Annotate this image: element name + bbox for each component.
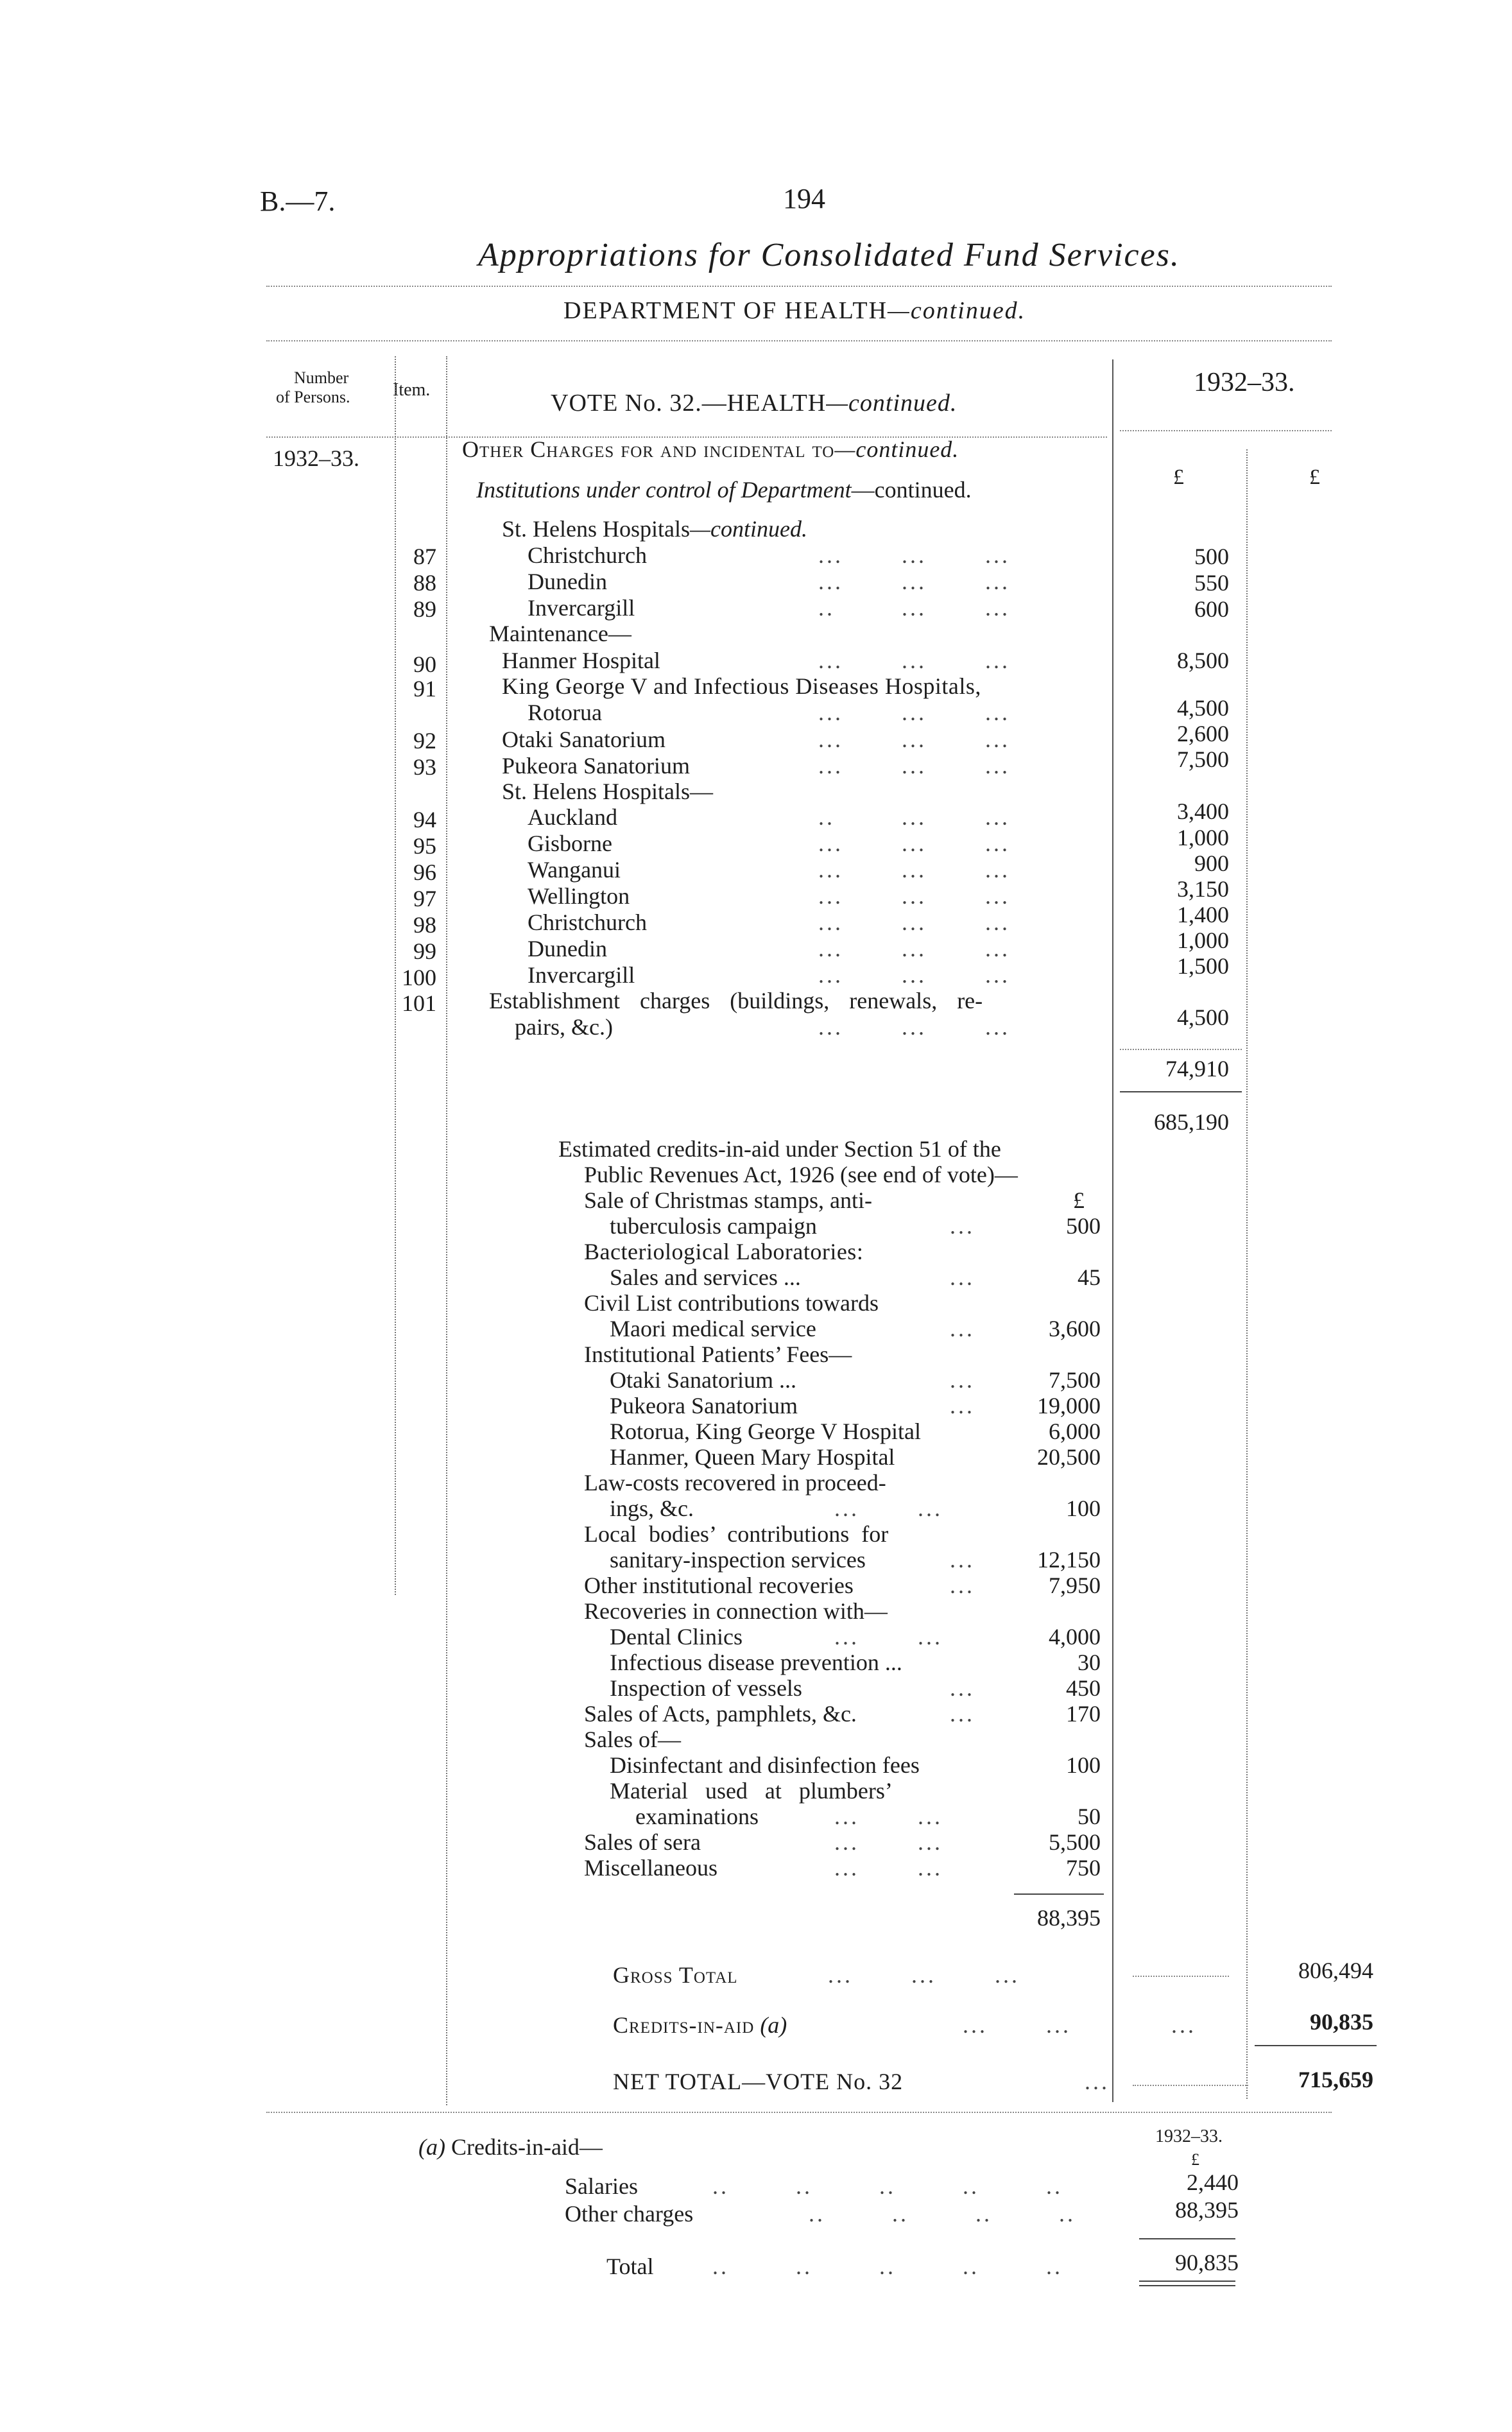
item-label: Christchurch: [528, 910, 647, 935]
item-value: 7,500: [1177, 746, 1229, 772]
department-rule: [266, 340, 1332, 341]
credit-value: 30: [1078, 1650, 1101, 1675]
item-label: Invercargill: [528, 595, 635, 621]
credits-intro-line2: Public Revenues Act, 1926 (see end of vote)—: [584, 1162, 1018, 1187]
st-helens-continued-suffix: —continued.: [690, 516, 807, 542]
item-number: 101: [402, 990, 436, 1016]
institutions-text: Institutions under control of Department: [476, 477, 852, 503]
net-total-label: NET TOTAL—VOTE No. 32: [613, 2069, 904, 2094]
item-value: 4,500: [1177, 1005, 1229, 1030]
department-heading: [563, 297, 1026, 325]
item-label: Pukeora Sanatorium: [502, 753, 690, 779]
vote-title-text: VOTE No. 32.—HEALTH: [551, 390, 827, 417]
net-total-dash: [1133, 2085, 1248, 2086]
item-value: 4,500: [1177, 695, 1229, 721]
leader-dots: .. .. .. .. ..: [712, 2254, 1063, 2279]
leader-dots: ... ...: [834, 1829, 943, 1855]
item-text-separator: [446, 356, 447, 2105]
footnote-total-rule: [1139, 2238, 1235, 2239]
leader-dots: ... ... ...: [818, 962, 1010, 988]
credit-line: sanitary-inspection services: [610, 1547, 866, 1573]
gross-total-dash: [1133, 1976, 1229, 1977]
leader-dots: ...: [950, 1367, 975, 1393]
credit-line: Sales of sera: [584, 1829, 701, 1855]
salaries-value: 2,440: [1187, 2169, 1239, 2195]
credit-line: Sales and services ...: [610, 1264, 801, 1290]
item-number: 93: [413, 754, 436, 780]
item-label: Auckland: [528, 804, 617, 830]
credit-value: 20,500: [1037, 1444, 1101, 1470]
credit-value: 12,150: [1037, 1547, 1101, 1573]
credit-value: 170: [1066, 1701, 1101, 1727]
item-label: Dunedin: [528, 936, 607, 962]
leader-dots: ... ...: [834, 1804, 943, 1829]
item-value: 3,150: [1177, 876, 1229, 902]
item-label: Gisborne: [528, 831, 612, 856]
credits-pound-sign: £: [1073, 1187, 1085, 1213]
credit-value: 750: [1066, 1855, 1101, 1881]
item-number: 94: [413, 807, 436, 832]
credits-in-aid-rule: [1255, 2045, 1377, 2046]
leader-dots: ... ... ...: [818, 857, 1010, 883]
footnote-pound: £: [1191, 2150, 1199, 2169]
persons-header-line1: Number: [294, 368, 349, 387]
credit-line: Institutional Patients’ Fees—: [584, 1341, 852, 1367]
credit-line: Sale of Christmas stamps, anti-: [584, 1187, 872, 1213]
credit-value: 450: [1066, 1675, 1101, 1701]
credit-line: tuberculosis campaign: [610, 1213, 817, 1239]
leader-dots: ... ... ...: [828, 1962, 1020, 1988]
item-label: Otaki Sanatorium: [502, 727, 666, 752]
leader-dots: ... ... ...: [818, 936, 1010, 962]
credits-total-rule: [1014, 1893, 1104, 1895]
item-label: Hanmer Hospital: [502, 648, 660, 673]
footnote-label: [418, 2134, 603, 2160]
credits-in-aid-value: 90,835: [1310, 2009, 1373, 2035]
page-title: Appropriations for Consolidated Fund Services.: [478, 237, 1180, 273]
item-number: 90: [413, 651, 436, 677]
item-label: King George V and Infectious Diseases Hospitals,: [502, 673, 981, 699]
net-total-value: 715,659: [1298, 2067, 1373, 2092]
item-value: 2,600: [1177, 721, 1229, 746]
item-number: 98: [413, 912, 436, 938]
persons-header-line2: of Persons.: [276, 388, 350, 406]
leader-dots: ... ... ...: [818, 883, 1010, 909]
item-number: 91: [413, 676, 436, 702]
title-rule: [266, 286, 1332, 287]
item-label: Establishment charges (buildings, renewals, re-: [489, 988, 983, 1013]
item-value: 1,500: [1177, 953, 1229, 979]
credits-in-aid-ref: (a): [760, 2012, 787, 2038]
vote-subtotal: 685,190: [1154, 1109, 1229, 1135]
credits-total: 88,395: [1037, 1905, 1101, 1931]
credit-value: 7,950: [1049, 1573, 1101, 1598]
other-charges-value: 88,395: [1175, 2197, 1239, 2223]
gross-total-label: Gross Total: [613, 1962, 738, 1988]
item-value: 550: [1194, 570, 1229, 596]
doc-reference: B.—7.: [260, 185, 336, 217]
leader-dots: ...: [950, 1213, 975, 1239]
leader-dots: .. ... ...: [818, 804, 1010, 830]
item-number: 87: [413, 544, 436, 569]
item-value: 3,400: [1177, 798, 1229, 824]
institutions-heading: [476, 477, 972, 503]
credit-line: Disinfectant and disinfection fees: [610, 1752, 920, 1778]
credit-line: Local bodies’ contributions for: [584, 1521, 889, 1547]
st-helens-continued-text: St. Helens Hospitals: [502, 516, 690, 542]
other-charges-heading: [462, 436, 959, 462]
leader-dots: ... ...: [834, 1624, 943, 1650]
st-helens-maintenance-heading: St. Helens Hospitals—: [502, 779, 713, 804]
credits-in-aid-label: [613, 2012, 787, 2038]
leader-dots: ... ... ...: [818, 700, 1010, 725]
item-value: 8,500: [1177, 648, 1229, 673]
leader-dots: ...: [950, 1701, 975, 1727]
item-label: Wellington: [528, 883, 630, 909]
department-suffix: —continued.: [888, 297, 1026, 324]
leader-dots: ... ... ...: [818, 753, 1010, 779]
footnote-marker: (a): [418, 2134, 445, 2160]
leader-dots: ... ... ...: [818, 910, 1010, 935]
text-value-separator: [1112, 359, 1113, 2102]
credit-value: 19,000: [1037, 1393, 1101, 1419]
leader-dots: ... ...: [834, 1855, 943, 1881]
leader-dots: ...: [950, 1547, 975, 1573]
footnote-label-text: Credits-in-aid—: [451, 2134, 603, 2160]
other-charges-total: 74,910: [1165, 1056, 1229, 1082]
footnote-double-rule-2: [1139, 2285, 1235, 2286]
credit-line: Recoveries in connection with—: [584, 1598, 888, 1624]
credits-in-aid-text: Credits-in-aid: [613, 2012, 755, 2038]
item-label: Christchurch: [528, 542, 647, 568]
credit-line: ings, &c.: [610, 1496, 694, 1521]
item-value: 900: [1194, 850, 1229, 876]
leader-dots: ...: [950, 1675, 975, 1701]
subtotal-rule-2: [1120, 1091, 1242, 1092]
credit-line: Bacteriological Laboratories:: [584, 1239, 864, 1264]
footnote-total-value: 90,835: [1175, 2250, 1239, 2275]
st-helens-continued-heading: [502, 516, 807, 542]
item-number: 97: [413, 886, 436, 911]
leader-dots: ... ... ...: [818, 1014, 1010, 1040]
value-total-separator: [1246, 449, 1248, 2099]
credit-value: 500: [1066, 1213, 1101, 1239]
footnote-total-label: Total: [606, 2254, 654, 2279]
credit-line: Hanmer, Queen Mary Hospital: [610, 1444, 895, 1470]
leader-dots: ...: [1085, 2069, 1110, 2094]
other-charges-label: Other charges: [565, 2201, 694, 2227]
credit-value: 100: [1066, 1752, 1101, 1778]
credit-line: Inspection of vessels: [610, 1675, 802, 1701]
item-label: Invercargill: [528, 962, 635, 988]
leader-dots: ...: [950, 1573, 975, 1598]
maintenance-heading: Maintenance—: [489, 621, 631, 646]
leader-dots: ...: [950, 1316, 975, 1341]
credit-line: Sales of—: [584, 1727, 681, 1752]
page-number: 194: [783, 183, 825, 214]
item-value: 500: [1194, 544, 1229, 569]
credit-line: Law-costs recovered in proceed-: [584, 1470, 886, 1496]
item-number: 92: [413, 728, 436, 754]
leader-dots: ...: [950, 1264, 975, 1290]
footnote-double-rule-1: [1139, 2281, 1235, 2282]
credit-value: 5,500: [1049, 1829, 1101, 1855]
credit-line: Maori medical service: [610, 1316, 816, 1341]
credit-line: Civil List contributions towards: [584, 1290, 879, 1316]
leader-dots: ... ... ...: [818, 727, 1010, 752]
credit-line: Material used at plumbers’: [610, 1778, 893, 1804]
item-number: 96: [413, 859, 436, 885]
footnote-year: 1932–33.: [1155, 2126, 1223, 2146]
item-number: 88: [413, 570, 436, 596]
institutions-suffix: —continued.: [851, 477, 972, 503]
credit-line: Miscellaneous: [584, 1855, 717, 1881]
leader-dots: ... ... ...: [818, 542, 1010, 568]
leader-dots: ... ...: [963, 2012, 1071, 2038]
leader-dots: ... ... ...: [818, 648, 1010, 673]
credit-value: 45: [1078, 1264, 1101, 1290]
leader-dots: ... ... ...: [818, 831, 1010, 856]
year-header-rule: [1120, 430, 1332, 431]
credit-line: Dental Clinics: [610, 1624, 743, 1650]
leader-dots: .. .. .. ..: [809, 2201, 1076, 2227]
credit-value: 4,000: [1049, 1624, 1101, 1650]
leader-dots: .. ... ...: [818, 595, 1010, 621]
gross-total-value: 806,494: [1298, 1958, 1373, 1983]
item-value: 1,000: [1177, 825, 1229, 850]
item-value: 600: [1194, 596, 1229, 622]
credit-line: Otaki Sanatorium ...: [610, 1367, 796, 1393]
subtotal-rule: [1120, 1049, 1242, 1050]
credit-value: 7,500: [1049, 1367, 1101, 1393]
vote-title-suffix: —continued.: [826, 390, 958, 417]
credit-line: Pukeora Sanatorium: [610, 1393, 798, 1419]
item-value: 1,000: [1177, 927, 1229, 953]
item-number: 99: [413, 938, 436, 964]
pound-sign-values: £: [1173, 465, 1184, 489]
pound-sign-totals: £: [1309, 465, 1320, 489]
credit-line: Other institutional recoveries: [584, 1573, 854, 1598]
credit-line: Sales of Acts, pamphlets, &c.: [584, 1701, 857, 1727]
persons-year: 1932–33.: [273, 445, 359, 471]
item-header: Item.: [393, 380, 431, 400]
department-name: DEPARTMENT OF HEALTH: [563, 297, 888, 324]
credit-value: 50: [1078, 1804, 1101, 1829]
credit-value: 6,000: [1049, 1419, 1101, 1444]
credit-line: examinations: [635, 1804, 759, 1829]
leader-dots: ... ... ...: [818, 569, 1010, 594]
item-label-continuation: Rotorua: [528, 700, 602, 725]
leader-dots: ...: [1171, 2012, 1196, 2038]
leader-dots: ... ...: [834, 1496, 943, 1521]
other-charges-suffix: —continued.: [834, 436, 959, 462]
credit-line: Infectious disease prevention ...: [610, 1650, 902, 1675]
item-value: 1,400: [1177, 902, 1229, 927]
other-charges-text: Other Charges for and incidental to: [462, 436, 835, 462]
credit-line: Rotorua, King George V Hospital: [610, 1419, 921, 1444]
item-number: 100: [402, 965, 436, 990]
year-header: 1932–33.: [1194, 368, 1295, 397]
item-label: Wanganui: [528, 857, 621, 883]
item-number: 89: [413, 596, 436, 622]
credits-intro-line1: Estimated credits-in-aid under Section 51 of the: [558, 1136, 1001, 1162]
footnote-rule: [266, 2112, 1332, 2113]
leader-dots: ...: [950, 1393, 975, 1419]
credit-value: 3,600: [1049, 1316, 1101, 1341]
salaries-label: Salaries: [565, 2173, 638, 2199]
item-number: 95: [413, 833, 436, 859]
item-label-continuation: pairs, &c.): [515, 1014, 613, 1040]
credit-value: 100: [1066, 1496, 1101, 1521]
vote-title: [551, 389, 957, 417]
leader-dots: .. .. .. .. ..: [712, 2173, 1063, 2199]
item-label: Dunedin: [528, 569, 607, 594]
